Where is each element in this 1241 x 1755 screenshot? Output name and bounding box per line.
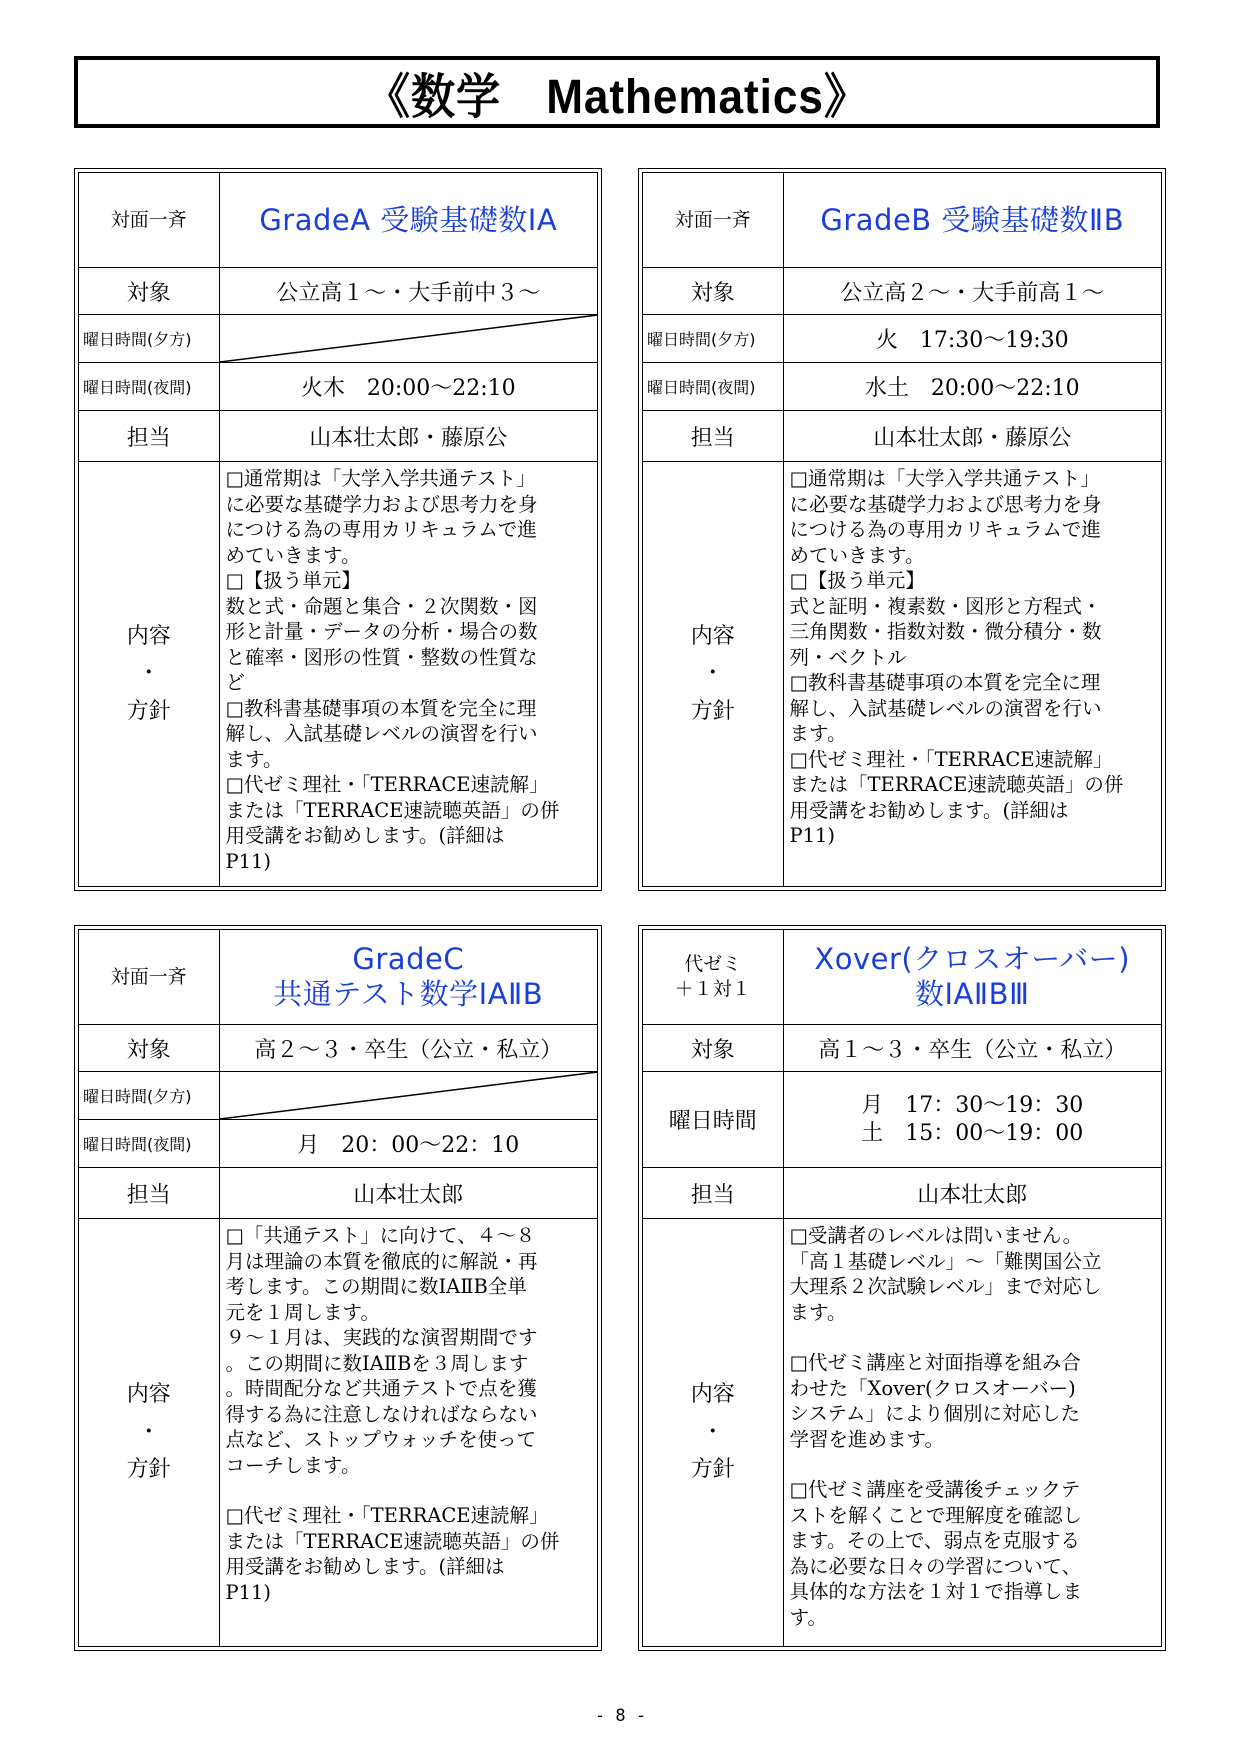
- time-night-value: 月 20：00～22：10: [219, 1120, 597, 1168]
- target-label: 対象: [643, 268, 783, 315]
- course-title: GradeB 受験基礎数ⅡB: [783, 173, 1161, 268]
- course-card-xover: [638, 925, 1166, 1651]
- target-label: 対象: [79, 1025, 219, 1072]
- content-text: □通常期は「大学入学共通テスト」 に必要な基礎学力および思考力を身 につける為の専用カリキュラムで進 めていきます。 □【扱う単元】 数と式・命題と集合・２次関数・図 形と計量・データの分析・場合の数 と確率・図形の性質・整数の性質な ど □教科書基礎事項の本質を完全に理 解し、入試基礎レベルの演習を行い ます。 □代ゼミ理社・「TERRACE速読解」 または「TERRACE速読聴英語」の併 用受講をお勧めします。(詳細は P11): [219, 462, 597, 887]
- teacher-value: 山本壮太郎・藤原公: [783, 411, 1161, 462]
- teacher-value: 山本壮太郎: [219, 1168, 597, 1219]
- target-label: 対象: [643, 1025, 783, 1072]
- time-label: 曜日時間: [643, 1072, 783, 1168]
- content-label: 内容 ・ 方針: [79, 462, 219, 887]
- teacher-value: 山本壮太郎: [783, 1168, 1161, 1219]
- time-value: 月 17：30～19：30 土 15：00～19：00: [783, 1072, 1161, 1168]
- course-title: GradeC 共通テスト数学ⅠAⅡB: [219, 930, 597, 1025]
- time-night-label: 曜日時間(夜間): [79, 1120, 219, 1168]
- target-value: 公立高１～・大手前中３～: [219, 268, 597, 315]
- course-title: Xover(クロスオーバー) 数ⅠAⅡBⅢ: [783, 930, 1161, 1025]
- page-title: 《数学 Mathematics》: [365, 70, 869, 124]
- time-evening-empty: [219, 315, 597, 363]
- class-mode: 対面一斉: [79, 173, 219, 268]
- course-card-grade-c: [74, 925, 602, 1651]
- class-mode: 対面一斉: [643, 173, 783, 268]
- content-label: 内容 ・ 方針: [79, 1219, 219, 1647]
- course-title: GradeA 受験基礎数ⅠA: [219, 173, 597, 268]
- target-label: 対象: [79, 268, 219, 315]
- time-evening-label: 曜日時間(夕方): [79, 1072, 219, 1120]
- teacher-label: 担当: [79, 1168, 219, 1219]
- teacher-label: 担当: [643, 1168, 783, 1219]
- time-evening-value: 火 17:30～19:30: [783, 315, 1161, 363]
- target-value: 公立高２～・大手前高１～: [783, 268, 1161, 315]
- teacher-label: 担当: [79, 411, 219, 462]
- time-night-label: 曜日時間(夜間): [643, 363, 783, 411]
- time-night-label: 曜日時間(夜間): [79, 363, 219, 411]
- course-card-grade-b: [638, 168, 1166, 891]
- page-number: - 8 -: [594, 1706, 647, 1726]
- teacher-label: 担当: [643, 411, 783, 462]
- time-night-value: 水土 20:00～22:10: [783, 363, 1161, 411]
- time-night-value: 火木 20:00～22:10: [219, 363, 597, 411]
- content-text: □通常期は「大学入学共通テスト」 に必要な基礎学力および思考力を身 につける為の専用カリキュラムで進 めていきます。 □【扱う単元】 式と証明・複素数・図形と方程式・ 三角関数・指数対数・微分積分・数 列・ベクトル □教科書基礎事項の本質を完全に理 解し、入試基礎レベルの演習を行い ます。 □代ゼミ理社・「TERRACE速読解」 または「TERRACE速読聴英語」の併 用受講をお勧めします。(詳細は P11): [783, 462, 1161, 887]
- class-mode: 代ゼミ ＋１対１: [643, 930, 783, 1025]
- page-title-box: [74, 56, 1160, 128]
- target-value: 高２～３・卒生（公立・私立）: [219, 1025, 597, 1072]
- course-card-grade-a: [74, 168, 602, 891]
- teacher-value: 山本壮太郎・藤原公: [219, 411, 597, 462]
- content-label: 内容 ・ 方針: [643, 1219, 783, 1647]
- time-evening-label: 曜日時間(夕方): [643, 315, 783, 363]
- content-text: □受講者のレベルは問いません。 「高１基礎レベル」～「難関国公立 大理系２次試験レベル」まで対応し ます。 □代ゼミ講座と対面指導を組み合 わせた「Xover(クロスオーバー) システム」により個別に対応した 学習を進めます。 □代ゼミ講座を受講後チェックテ ストを解くことで理解度を確認し ます。その上で、弱点を克服する 為に必要な日々の学習について、 具体的な方法を１対１で指導しま す。: [783, 1219, 1161, 1647]
- time-evening-empty: [219, 1072, 597, 1120]
- time-evening-label: 曜日時間(夕方): [79, 315, 219, 363]
- content-text: □「共通テスト」に向けて、４～８ 月は理論の本質を徹底的に解説・再 考します。この期間に数ⅠAⅡB全単 元を１周します。 ９～１月は、実践的な演習期間です 。この期間に数ⅠAⅡBを３周します 。時間配分など共通テストで点を獲 得する為に注意しなければならない 点など、ストップウォッチを使って コーチします。 □代ゼミ理社・「TERRACE速読解」 または「TERRACE速読聴英語」の併 用受講をお勧めします。(詳細は P11): [219, 1219, 597, 1647]
- target-value: 高１～３・卒生（公立・私立）: [783, 1025, 1161, 1072]
- content-label: 内容 ・ 方針: [643, 462, 783, 887]
- class-mode: 対面一斉: [79, 930, 219, 1025]
